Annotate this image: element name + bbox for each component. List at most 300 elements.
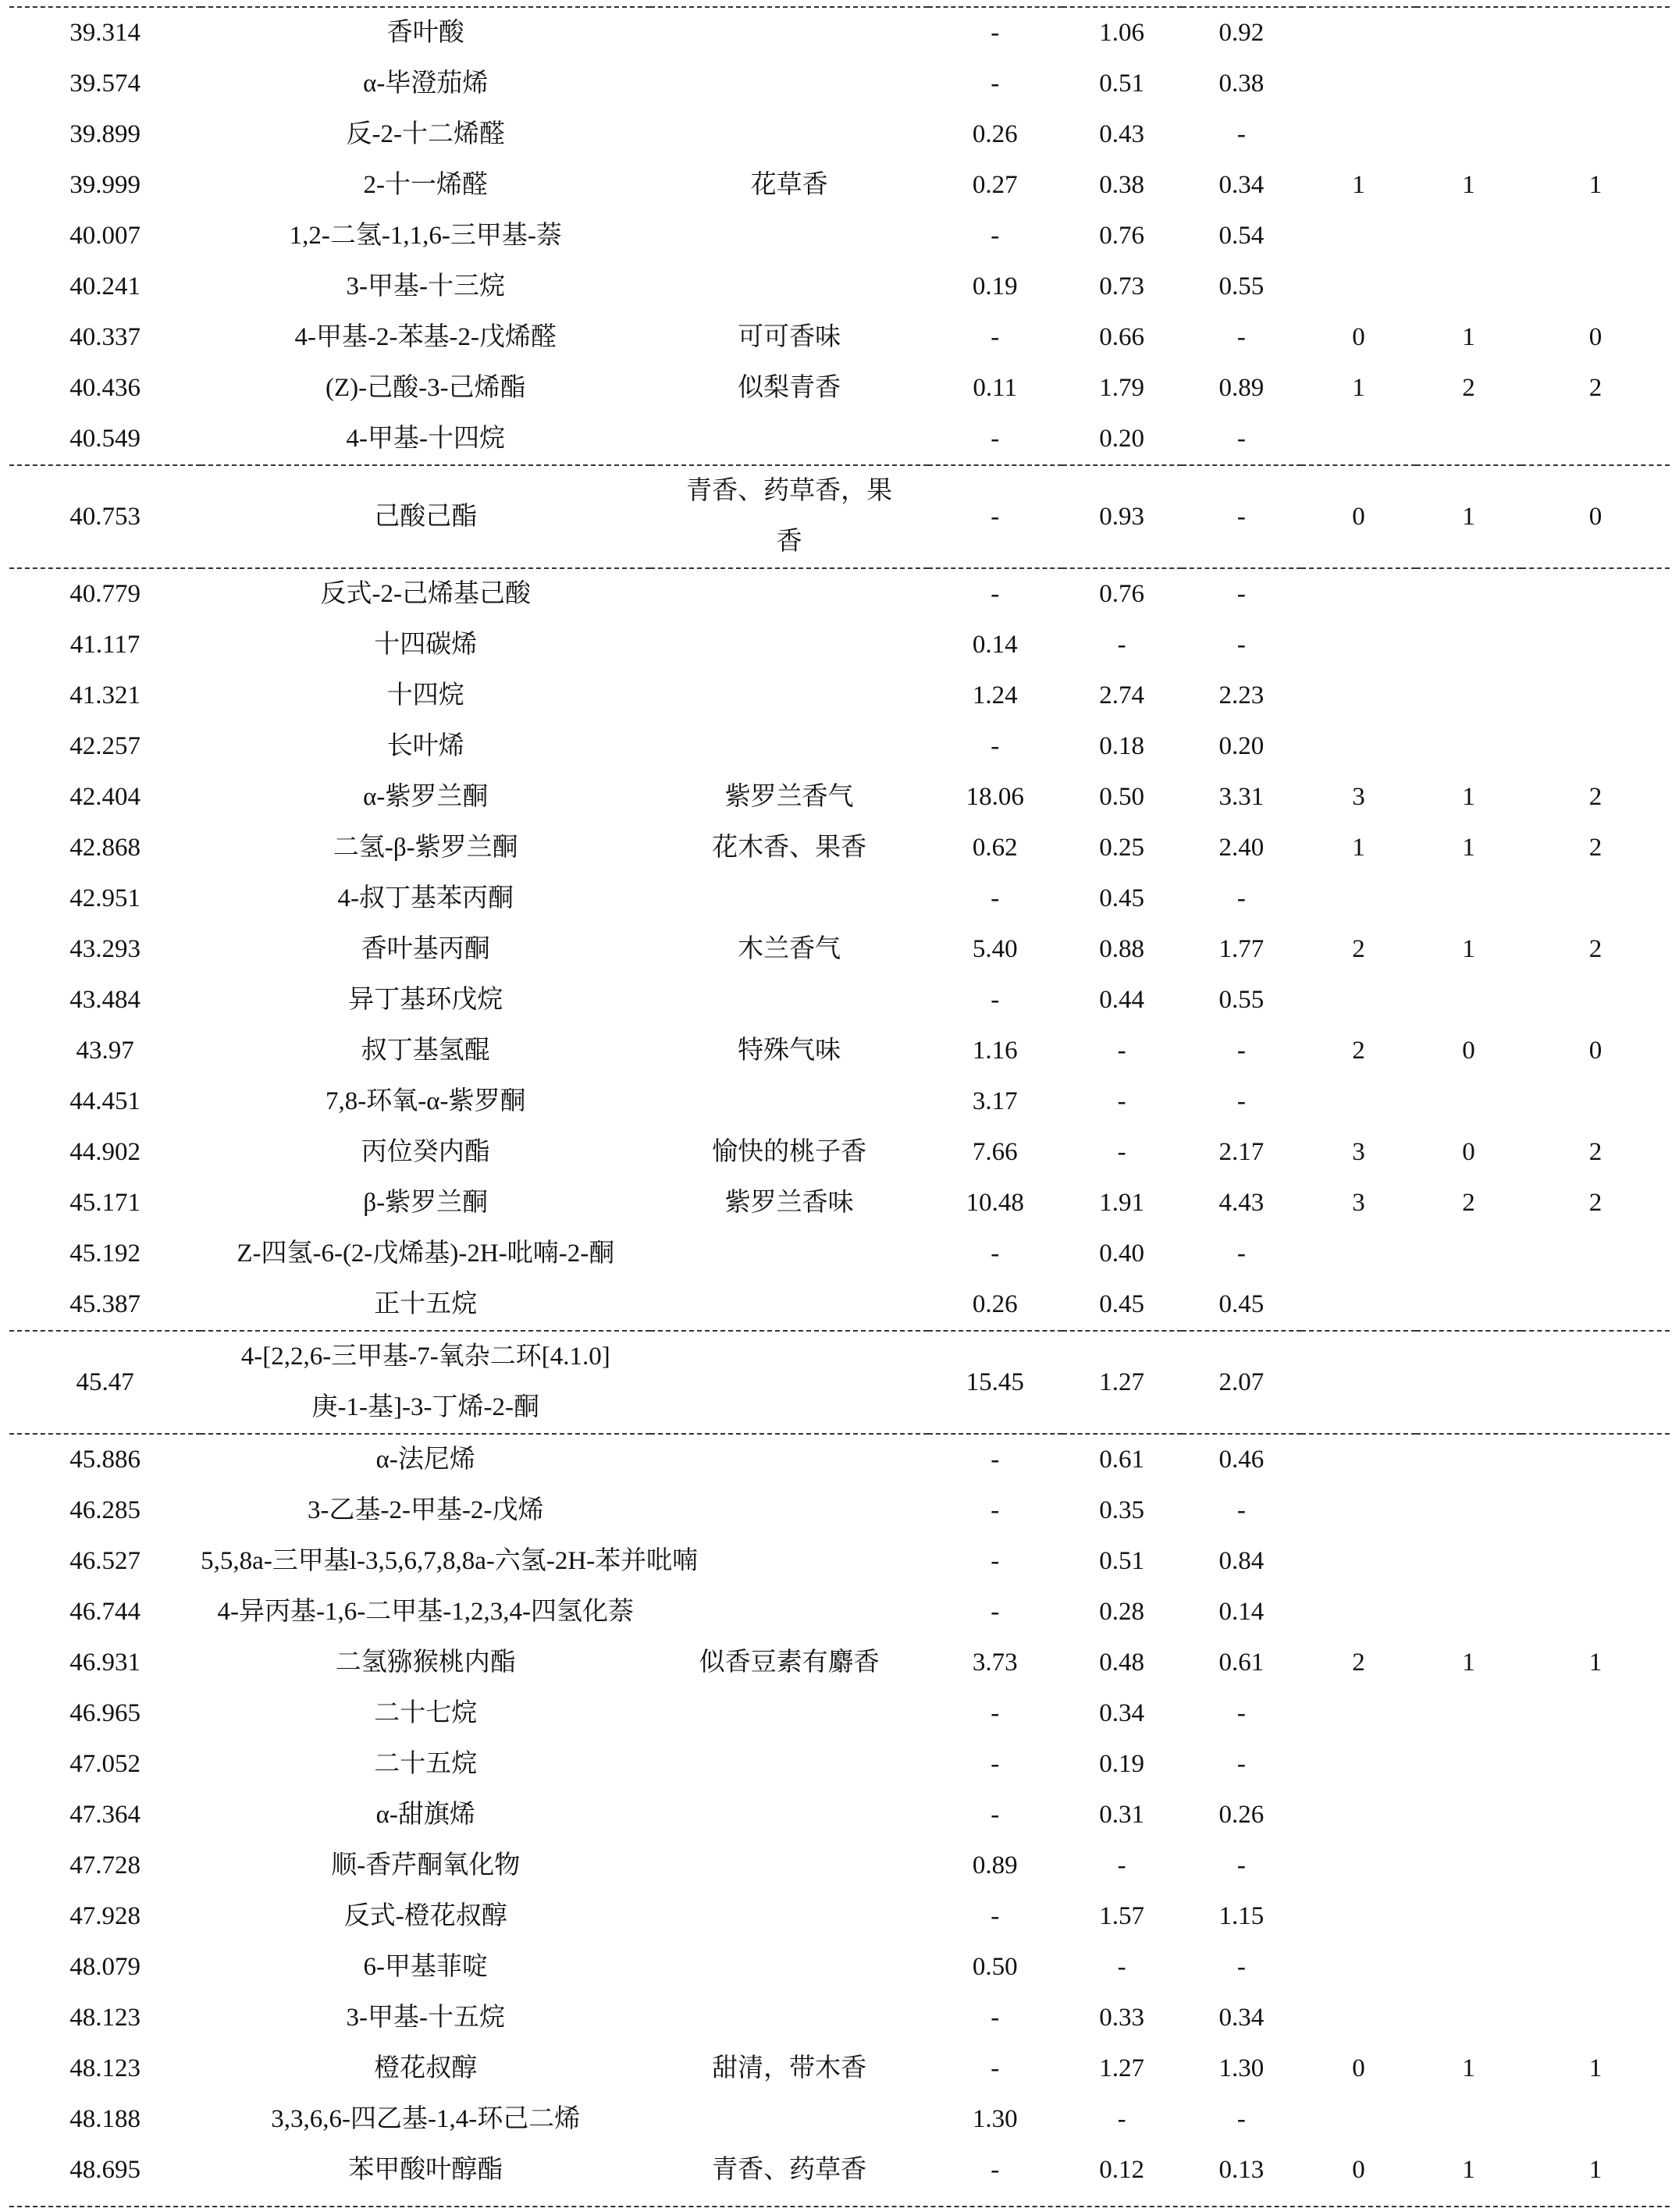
odor-description-cell	[650, 1739, 928, 1790]
table-row	[9, 975, 1670, 1026]
compound-name-cell: 4-甲基-十四烷	[346, 425, 505, 453]
content-sample-1-cell: 1.16	[972, 1037, 1018, 1065]
odor-description-cell	[650, 1891, 928, 1942]
table-row	[9, 1942, 1670, 1993]
table-row	[9, 1229, 1670, 1279]
score-sample-1-cell: 0	[1352, 2156, 1365, 2184]
score-sample-2-cell	[1416, 1790, 1521, 1840]
score-sample-2-cell	[1416, 1076, 1521, 1127]
content-sample-3-cell: 0.14	[1218, 1598, 1265, 1626]
retention-time-cell: 39.574	[69, 69, 141, 98]
score-sample-2-cell	[1416, 1331, 1521, 1434]
compound-name-cell: 3-甲基-十三烷	[346, 272, 505, 301]
score-sample-2-cell	[1416, 1942, 1521, 1993]
score-sample-3-cell	[1521, 1434, 1670, 1485]
content-sample-1-cell: 3.17	[972, 1087, 1018, 1115]
table-row	[9, 465, 1670, 568]
score-sample-3-cell	[1521, 568, 1670, 620]
score-sample-2-cell: 0	[1462, 1037, 1475, 1065]
odor-description-cell: 青香、药草香	[712, 2156, 867, 2184]
score-sample-1-cell	[1301, 1229, 1416, 1279]
score-sample-2-cell	[1416, 568, 1521, 620]
score-sample-3-cell	[1521, 1485, 1670, 1536]
score-sample-2-cell: 1	[1462, 834, 1475, 862]
score-sample-1-cell	[1301, 1076, 1416, 1127]
content-sample-2-cell: 0.93	[1062, 465, 1182, 568]
score-sample-1-cell	[1301, 1279, 1416, 1331]
score-sample-2-cell: 2	[1462, 374, 1475, 402]
score-sample-3-cell	[1521, 1790, 1670, 1840]
score-sample-2-cell: 1	[1462, 783, 1475, 811]
score-sample-3-cell	[1521, 109, 1670, 160]
score-sample-2-cell	[1416, 2094, 1521, 2145]
score-sample-1-cell: 3	[1352, 1189, 1365, 1217]
content-sample-1-cell: 7.66	[972, 1138, 1018, 1166]
score-sample-1-cell	[1301, 109, 1416, 160]
score-sample-3-cell: 2	[1588, 1138, 1603, 1166]
odor-description-cell	[650, 1485, 928, 1536]
table-row	[9, 1127, 1670, 1178]
retention-time-cell: 40.753	[9, 465, 201, 568]
table-row	[9, 620, 1670, 670]
retention-time-cell: 40.337	[69, 323, 141, 351]
content-sample-1-cell: 0.26	[972, 1290, 1018, 1318]
score-sample-1-cell: 2	[1352, 1648, 1365, 1677]
content-sample-2-cell: 0.48	[1099, 1648, 1144, 1677]
content-sample-3-cell: 2.40	[1218, 834, 1265, 862]
content-sample-1-cell: 3.73	[972, 1648, 1018, 1677]
content-sample-1-cell: 18.06	[966, 783, 1024, 811]
table-row	[9, 1840, 1670, 1891]
score-sample-1-cell	[1301, 2094, 1416, 2145]
content-sample-2-cell: 0.28	[1099, 1598, 1144, 1626]
retention-time-cell: 44.902	[69, 1138, 141, 1166]
retention-time-cell: 42.951	[69, 884, 141, 912]
retention-time-cell: 40.436	[69, 374, 141, 402]
score-sample-1-cell: 0	[1352, 323, 1365, 351]
content-sample-3-cell: 2.23	[1218, 681, 1265, 709]
odor-description-cell: 紫罗兰香气	[724, 783, 854, 811]
content-sample-1-cell: 0.27	[972, 171, 1018, 199]
score-sample-1-cell	[1301, 1587, 1416, 1638]
score-sample-1-cell	[1301, 1790, 1416, 1840]
odor-description-cell: 可可香味	[738, 323, 841, 351]
score-sample-3-cell: 0	[1521, 465, 1670, 568]
table-row	[9, 721, 1670, 772]
table-row	[9, 1587, 1670, 1638]
table-row	[9, 924, 1670, 975]
retention-time-cell: 44.451	[69, 1087, 141, 1115]
content-sample-2-cell: -	[1117, 1037, 1126, 1065]
score-sample-1-cell	[1301, 721, 1416, 772]
odor-description-cell	[650, 261, 928, 312]
content-sample-2-cell: 0.34	[1099, 1699, 1144, 1727]
score-sample-1-cell	[1301, 568, 1416, 620]
content-sample-3-cell: 3.31	[1218, 783, 1265, 811]
compound-name-cell: 十四烷	[386, 681, 464, 709]
score-sample-2-cell: 1	[1462, 2156, 1475, 2184]
score-sample-3-cell	[1521, 721, 1670, 772]
content-sample-2-cell: 0.45	[1099, 1290, 1144, 1318]
content-sample-3-cell: -	[1236, 1953, 1246, 1981]
retention-time-cell: 47.052	[69, 1750, 141, 1778]
content-sample-3-cell: 2.07	[1182, 1331, 1301, 1434]
score-sample-2-cell: 1	[1462, 2054, 1475, 2082]
score-sample-2-cell	[1416, 1891, 1521, 1942]
odor-description-cell	[650, 109, 928, 160]
compound-table	[9, 6, 1670, 2196]
retention-time-cell: 39.314	[9, 7, 201, 59]
content-sample-2-cell: 0.44	[1099, 986, 1144, 1014]
retention-time-cell: 47.728	[69, 1851, 141, 1879]
table-row	[9, 1279, 1670, 1331]
retention-time-cell: 39.999	[69, 171, 141, 199]
table-row	[9, 160, 1670, 211]
score-sample-2-cell	[1416, 1434, 1521, 1485]
table-row	[9, 772, 1670, 823]
score-sample-1-cell	[1301, 873, 1416, 924]
content-sample-1-cell: -	[928, 1434, 1062, 1485]
table-row	[9, 312, 1670, 363]
content-sample-1-cell: 0.14	[972, 631, 1018, 659]
content-sample-3-cell: -	[1236, 1699, 1246, 1727]
score-sample-2-cell	[1416, 1688, 1521, 1739]
retention-time-cell: 40.241	[69, 272, 141, 301]
content-sample-2-cell: -	[1117, 631, 1126, 659]
content-sample-1-cell: -	[991, 2156, 1000, 2184]
score-sample-3-cell	[1521, 975, 1670, 1026]
score-sample-1-cell	[1301, 1536, 1416, 1587]
score-sample-2-cell	[1416, 414, 1521, 465]
content-sample-2-cell: 0.50	[1099, 783, 1144, 811]
score-sample-2-cell: 0	[1462, 1138, 1475, 1166]
content-sample-2-cell: 0.33	[1099, 2004, 1144, 2032]
content-sample-2-cell: 2.74	[1099, 681, 1144, 709]
odor-description-cell: 甜清，带木香	[712, 2054, 867, 2082]
score-sample-3-cell	[1521, 1331, 1670, 1434]
score-sample-1-cell: 1	[1352, 171, 1365, 199]
odor-description-cell	[650, 568, 928, 620]
content-sample-2-cell: 0.43	[1099, 120, 1144, 148]
odor-description-cell: 青香、药草香，果香	[650, 465, 928, 568]
odor-description-cell	[650, 670, 928, 721]
content-sample-3-cell: -	[1236, 1087, 1246, 1115]
odor-description-cell	[650, 1790, 928, 1840]
table-row	[9, 1739, 1670, 1790]
content-sample-3-cell: -	[1236, 120, 1246, 148]
content-sample-3-cell: 0.46	[1182, 1434, 1301, 1485]
retention-time-cell: 46.965	[69, 1699, 141, 1727]
table-row	[9, 1638, 1670, 1688]
retention-time-cell: 48.123	[69, 2004, 141, 2032]
content-sample-3-cell: -	[1236, 1851, 1246, 1879]
compound-name-cell: 正十五烷	[374, 1290, 478, 1318]
content-sample-3-cell: 1.77	[1218, 935, 1265, 963]
content-sample-1-cell: 0.62	[972, 834, 1018, 862]
score-sample-3-cell	[1521, 1587, 1670, 1638]
score-sample-3-cell: 1	[1588, 2156, 1603, 2184]
score-sample-1-cell	[1301, 1891, 1416, 1942]
compound-name-cell: 3,3,6,6-四乙基-1,4-环己二烯	[271, 2105, 581, 2133]
table-row	[9, 7, 1670, 59]
content-sample-1-cell: 0.89	[972, 1851, 1018, 1879]
score-sample-3-cell	[1521, 1536, 1670, 1587]
content-sample-3-cell: 4.43	[1218, 1189, 1265, 1217]
content-sample-1-cell: -	[991, 222, 1000, 250]
score-sample-3-cell	[1521, 7, 1670, 59]
compound-name-cell: 反式-橙花叔醇	[343, 1902, 507, 1930]
score-sample-1-cell	[1301, 975, 1416, 1026]
content-sample-3-cell: 0.13	[1218, 2156, 1265, 2184]
score-sample-2-cell	[1416, 620, 1521, 670]
score-sample-1-cell	[1301, 414, 1416, 465]
content-sample-1-cell: -	[991, 732, 1000, 760]
score-sample-3-cell: 2	[1588, 783, 1603, 811]
table-row	[9, 1790, 1670, 1840]
score-sample-3-cell	[1521, 1993, 1670, 2043]
score-sample-2-cell: 1	[1462, 171, 1475, 199]
score-sample-3-cell: 1	[1588, 2054, 1603, 2082]
content-sample-3-cell: 0.34	[1218, 171, 1265, 199]
odor-description-cell	[650, 414, 928, 465]
retention-time-cell: 45.387	[69, 1290, 141, 1318]
content-sample-2-cell: 1.57	[1099, 1902, 1144, 1930]
score-sample-2-cell	[1416, 1536, 1521, 1587]
score-sample-1-cell	[1301, 1942, 1416, 1993]
content-sample-1-cell: -	[991, 1496, 1000, 1524]
content-sample-3-cell: -	[1236, 884, 1246, 912]
content-sample-3-cell: -	[1236, 2105, 1246, 2133]
content-sample-1-cell: -	[991, 69, 1000, 98]
table-row	[9, 414, 1670, 465]
score-sample-1-cell: 0	[1352, 2054, 1365, 2082]
score-sample-3-cell: 2	[1588, 374, 1603, 402]
content-sample-2-cell: 0.73	[1099, 272, 1144, 301]
content-sample-2-cell: 0.40	[1099, 1239, 1144, 1268]
content-sample-1-cell: 1.24	[972, 681, 1018, 709]
content-sample-2-cell: 1.06	[1062, 7, 1182, 59]
content-sample-1-cell: 0.50	[972, 1953, 1018, 1981]
retention-time-cell: 45.192	[69, 1239, 141, 1268]
content-sample-3-cell: -	[1236, 1037, 1246, 1065]
odor-description-cell	[650, 1076, 928, 1127]
score-sample-2-cell: 1	[1462, 1648, 1475, 1677]
content-sample-2-cell: 0.51	[1099, 69, 1144, 98]
score-sample-3-cell	[1521, 1942, 1670, 1993]
score-sample-3-cell	[1521, 211, 1670, 261]
score-sample-2-cell	[1416, 1587, 1521, 1638]
content-sample-1-cell: -	[991, 1902, 1000, 1930]
content-sample-3-cell: 0.20	[1218, 732, 1265, 760]
score-sample-2-cell	[1416, 1840, 1521, 1891]
content-sample-2-cell: -	[1117, 1087, 1126, 1115]
compound-name-cell: 二氢-β-紫罗兰酮	[333, 834, 518, 862]
score-sample-1-cell	[1301, 1485, 1416, 1536]
odor-description-cell	[650, 1229, 928, 1279]
content-sample-2-cell: -	[1117, 1851, 1126, 1879]
table-row	[9, 2043, 1670, 2094]
retention-time-cell: 43.484	[69, 986, 141, 1014]
compound-name-cell: 3-甲基-十五烷	[346, 2004, 505, 2032]
retention-time-cell: 46.527	[69, 1547, 141, 1575]
score-sample-2-cell	[1416, 59, 1521, 109]
content-sample-3-cell: 0.55	[1218, 986, 1265, 1014]
score-sample-3-cell: 2	[1588, 834, 1603, 862]
score-sample-1-cell: 1	[1352, 834, 1365, 862]
content-sample-3-cell: -	[1236, 1750, 1246, 1778]
content-sample-3-cell: -	[1236, 323, 1246, 351]
content-sample-3-cell: 0.84	[1218, 1547, 1265, 1575]
content-sample-3-cell: 2.17	[1218, 1138, 1265, 1166]
retention-time-cell: 47.928	[69, 1902, 141, 1930]
compound-name-cell: 异丁基环戊烷	[348, 986, 503, 1014]
compound-name-cell: 1,2-二氢-1,1,6-三甲基-萘	[289, 222, 562, 250]
score-sample-2-cell	[1416, 109, 1521, 160]
content-sample-2-cell: 0.45	[1099, 884, 1144, 912]
score-sample-3-cell	[1521, 670, 1670, 721]
score-sample-1-cell	[1301, 7, 1416, 59]
content-sample-3-cell: 0.38	[1218, 69, 1265, 98]
odor-description-cell: 似香豆素有麝香	[699, 1648, 880, 1677]
compound-name-cell: 长叶烯	[386, 732, 464, 760]
content-sample-2-cell: 0.18	[1099, 732, 1144, 760]
odor-description-cell: 花木香、果香	[712, 834, 867, 862]
compound-name-cell: 4-叔丁基苯丙酮	[337, 884, 514, 912]
table-row	[9, 1536, 1670, 1587]
table-row	[9, 2094, 1670, 2145]
content-sample-3-cell: -	[1182, 568, 1301, 620]
score-sample-2-cell	[1416, 670, 1521, 721]
content-sample-3-cell: 1.30	[1218, 2054, 1265, 2082]
content-sample-3-cell: 0.26	[1218, 1801, 1265, 1829]
table-row	[9, 1178, 1670, 1229]
retention-time-cell: 43.97	[76, 1037, 134, 1065]
content-sample-1-cell: -	[928, 7, 1062, 59]
retention-time-cell: 41.117	[69, 631, 141, 659]
score-sample-1-cell	[1301, 59, 1416, 109]
content-sample-3-cell: -	[1236, 1496, 1246, 1524]
content-sample-1-cell: -	[928, 465, 1062, 568]
odor-description-cell	[650, 975, 928, 1026]
content-sample-2-cell: 0.51	[1099, 1547, 1144, 1575]
score-sample-3-cell	[1521, 873, 1670, 924]
odor-description-cell	[650, 1279, 928, 1331]
content-sample-2-cell: 0.31	[1099, 1801, 1144, 1829]
score-sample-1-cell	[1301, 1840, 1416, 1891]
content-sample-1-cell: 5.40	[972, 935, 1018, 963]
retention-time-cell: 41.321	[69, 681, 141, 709]
content-sample-2-cell: -	[1117, 1953, 1126, 1981]
content-sample-2-cell: 0.61	[1062, 1434, 1182, 1485]
score-sample-2-cell	[1416, 1279, 1521, 1331]
content-sample-1-cell: -	[991, 425, 1000, 453]
score-sample-1-cell	[1301, 670, 1416, 721]
score-sample-2-cell	[1416, 1739, 1521, 1790]
score-sample-2-cell	[1416, 211, 1521, 261]
odor-description-cell	[650, 1993, 928, 2043]
compound-name-cell: Z-四氢-6-(2-戊烯基)-2H-吡喃-2-酮	[237, 1239, 615, 1268]
content-sample-1-cell: 0.11	[973, 374, 1017, 402]
content-sample-2-cell: 0.19	[1099, 1750, 1144, 1778]
content-sample-3-cell: -	[1236, 1239, 1246, 1268]
score-sample-1-cell	[1301, 1434, 1416, 1485]
odor-description-cell	[650, 7, 928, 59]
odor-description-cell	[650, 620, 928, 670]
score-sample-3-cell	[1521, 261, 1670, 312]
content-sample-3-cell: -	[1236, 425, 1246, 453]
score-sample-3-cell	[1521, 620, 1670, 670]
content-sample-1-cell: -	[991, 1699, 1000, 1727]
compound-name-cell: α-法尼烯	[201, 1434, 650, 1485]
retention-time-cell: 43.293	[69, 935, 141, 963]
compound-name-cell: (Z)-己酸-3-己烯酯	[325, 374, 526, 402]
compound-name-cell: 反式-2-己烯基己酸	[201, 568, 650, 620]
odor-description-cell	[650, 1331, 928, 1434]
score-sample-3-cell	[1521, 2094, 1670, 2145]
score-sample-3-cell: 1	[1588, 1648, 1603, 1677]
compound-name-cell: 7,8-环氧-α-紫罗酮	[325, 1087, 526, 1115]
compound-name-cell: 6-甲基菲啶	[363, 1953, 489, 1981]
content-sample-1-cell: -	[991, 323, 1000, 351]
score-sample-3-cell: 0	[1588, 1037, 1603, 1065]
odor-description-cell: 似梨青香	[738, 374, 841, 402]
compound-name-cell: 己酸己酯	[201, 465, 650, 568]
compound-name-cell: α-紫罗兰酮	[363, 783, 489, 811]
compound-name-cell: α-毕澄茄烯	[363, 69, 489, 98]
content-sample-1-cell: -	[991, 1239, 1000, 1268]
odor-description-cell: 特殊气味	[738, 1037, 841, 1065]
content-sample-1-cell: 10.48	[966, 1189, 1024, 1217]
retention-time-cell: 46.744	[69, 1598, 141, 1626]
compound-name-cell: 二十七烷	[374, 1699, 478, 1727]
score-sample-3-cell	[1521, 414, 1670, 465]
retention-time-cell: 47.364	[69, 1801, 141, 1829]
content-sample-2-cell: 0.76	[1062, 568, 1182, 620]
odor-description-cell	[650, 873, 928, 924]
score-sample-2-cell	[1416, 873, 1521, 924]
content-sample-3-cell: 0.54	[1218, 222, 1265, 250]
score-sample-2-cell: 2	[1462, 1189, 1475, 1217]
table-row	[9, 109, 1670, 160]
compound-name-cell: 橙花叔醇	[374, 2054, 478, 2082]
content-sample-3-cell: 0.89	[1218, 374, 1265, 402]
table-row	[9, 363, 1670, 414]
table-row	[9, 823, 1670, 873]
table-row	[9, 1688, 1670, 1739]
score-sample-2-cell	[1416, 721, 1521, 772]
odor-description-cell	[650, 211, 928, 261]
table-row	[9, 2145, 1670, 2196]
retention-time-cell: 42.404	[69, 783, 141, 811]
content-sample-3-cell: 0.92	[1182, 7, 1301, 59]
odor-description-cell	[650, 1587, 928, 1638]
content-sample-3-cell: -	[1182, 465, 1301, 568]
retention-time-cell: 46.931	[69, 1648, 141, 1677]
score-sample-3-cell: 0	[1588, 323, 1603, 351]
score-sample-1-cell	[1301, 1331, 1416, 1434]
content-sample-1-cell: 1.30	[972, 2105, 1018, 2133]
score-sample-2-cell: 1	[1462, 935, 1475, 963]
content-sample-1-cell: -	[991, 986, 1000, 1014]
retention-time-cell: 42.868	[69, 834, 141, 862]
compound-name-cell: 香叶酸	[201, 7, 650, 59]
score-sample-2-cell	[1416, 975, 1521, 1026]
retention-time-cell: 45.171	[69, 1189, 141, 1217]
odor-description-cell: 愉快的桃子香	[712, 1138, 867, 1166]
table-row	[9, 568, 1670, 620]
odor-description-cell	[650, 721, 928, 772]
compound-name-cell: 苯甲酸叶醇酯	[348, 2156, 503, 2184]
